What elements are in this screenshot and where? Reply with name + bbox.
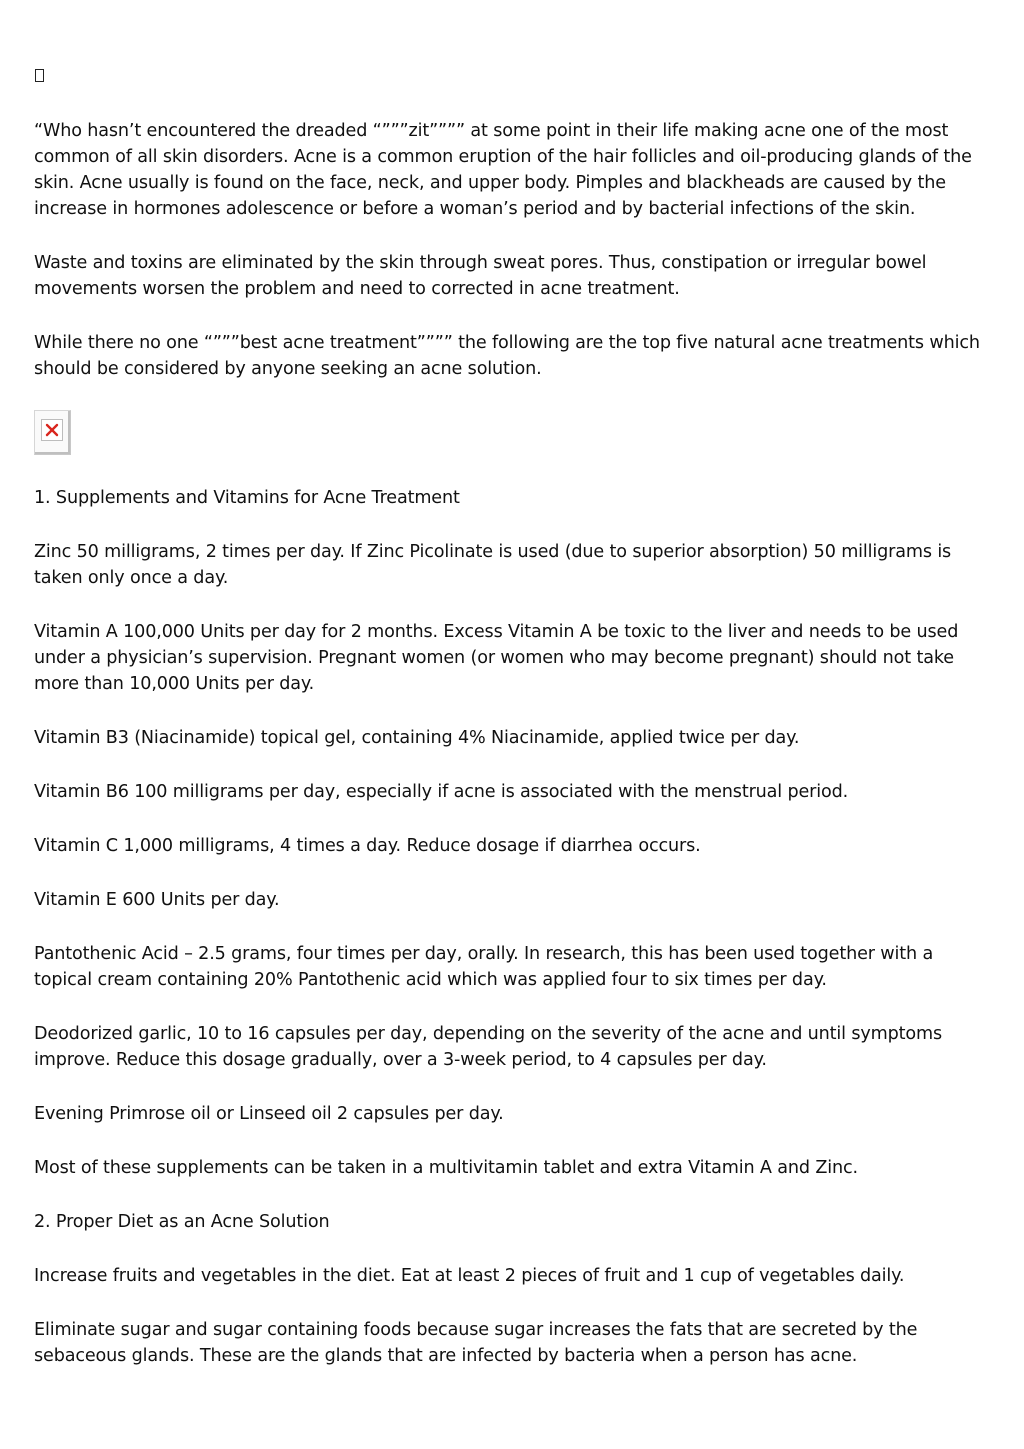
diet-paragraph-fruits: Increase fruits and vegetables in the diet. Eat at least 2 pieces of fruit and 1 cup of vegetables daily.	[34, 1266, 905, 1286]
section-heading-diet: 2. Proper Diet as an Acne Solution	[34, 1212, 330, 1232]
red-x-icon	[45, 423, 59, 437]
supplement-paragraph-multivitamin: Most of these supplements can be taken in a multivitamin tablet and extra Vitamin A and Zinc.	[34, 1158, 858, 1178]
supplement-paragraph-garlic: Deodorized garlic, 10 to 16 capsules per day, depending on the severity of the acne and until symptoms improve. Reduce this dosage gradually, over a 3-week period, to 4 capsules per day.	[34, 1024, 942, 1070]
broken-image-icon	[34, 410, 71, 455]
intro-paragraph-1: “Who hasn’t encountered the dreaded “”””zit”””” at some point in their life making acne one of the most common of all skin disorders. Acne is a common eruption of the hair follicles and oil-producing glands of the skin. Acne usually is found on the face, neck, and upper body. Pimples and blackheads are caused by the increase in hormones adolescence or before a woman’s period and by bacterial infections of the skin.	[34, 121, 972, 219]
supplement-paragraph-primrose: Evening Primrose oil or Linseed oil 2 capsules per day.	[34, 1104, 504, 1124]
diet-paragraph-sugar: Eliminate sugar and sugar containing foods because sugar increases the fats that are secreted by the sebaceous glands. These are the glands that are infected by bacteria when a person has acne.	[34, 1320, 918, 1366]
supplement-paragraph-pantothenic: Pantothenic Acid – 2.5 grams, four times per day, orally. In research, this has been used together with a topical cream containing 20% Pantothenic acid which was applied four to six times per day.	[34, 944, 934, 990]
supplement-paragraph-vitamin-b3: Vitamin B3 (Niacinamide) topical gel, containing 4% Niacinamide, applied twice per day.	[34, 728, 800, 748]
missing-glyph-icon	[35, 69, 44, 82]
article-body	[34, 118, 992, 1397]
intro-paragraph-2: Waste and toxins are eliminated by the skin through sweat pores. Thus, constipation or irregular bowel movements worsen the problem and need to corrected in acne treatment.	[34, 253, 927, 299]
section-heading-supplements: 1. Supplements and Vitamins for Acne Treatment	[34, 488, 460, 508]
supplement-paragraph-zinc: Zinc 50 milligrams, 2 times per day. If Zinc Picolinate is used (due to superior absorption) 50 milligrams is taken only once a day.	[34, 542, 952, 588]
supplement-paragraph-vitamin-b6: Vitamin B6 100 milligrams per day, especially if acne is associated with the menstrual period.	[34, 782, 849, 802]
supplement-paragraph-vitamin-a: Vitamin A 100,000 Units per day for 2 months. Excess Vitamin A be toxic to the liver and needs to be used under a physician’s supervision. Pregnant women (or women who may become pregnant) should not take more than 10,000 Units per day.	[34, 622, 959, 694]
supplement-paragraph-vitamin-c: Vitamin C 1,000 milligrams, 4 times a day. Reduce dosage if diarrhea occurs.	[34, 836, 701, 856]
intro-paragraph-3: While there no one “”””best acne treatment”””” the following are the top five natural acne treatments which should be considered by anyone seeking an acne solution.	[34, 333, 980, 379]
supplement-paragraph-vitamin-e: Vitamin E 600 Units per day.	[34, 890, 280, 910]
broken-image-frame	[41, 419, 63, 441]
